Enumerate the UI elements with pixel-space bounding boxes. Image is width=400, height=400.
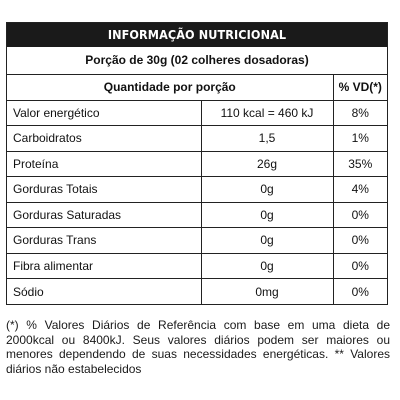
nutrient-name: Valor energético	[7, 100, 201, 126]
table-row	[7, 100, 387, 126]
nutrient-vd: 1%	[333, 126, 387, 152]
nutrient-name: Gorduras Saturadas	[7, 202, 201, 228]
table-row	[7, 202, 387, 228]
footnote: (*) % Valores Diários de Referência com base em uma dieta de 2000kcal ou 8400kJ. Seus valores diários podem ser maiores ou menores dependendo de suas necessidades energéticas. ** Valores diários não estabelecidos	[6, 318, 390, 376]
nutrient-amount: 26g	[201, 151, 333, 177]
nutrient-name: Gorduras Trans	[7, 228, 201, 254]
quantity-header: Quantidade por porção	[7, 75, 333, 100]
table-row	[7, 253, 387, 279]
nutrient-amount: 0g	[201, 202, 333, 228]
table-row	[7, 177, 387, 203]
panel-title: INFORMAÇÃO NUTRICIONAL	[7, 23, 387, 47]
nutrient-vd: 0%	[333, 202, 387, 228]
nutrient-amount: 110 kcal = 460 kJ	[201, 100, 333, 126]
nutrient-vd: 0%	[333, 253, 387, 279]
nutrient-name: Carboidratos	[7, 126, 201, 152]
nutrient-name: Gorduras Totais	[7, 177, 201, 203]
nutrient-vd: 0%	[333, 228, 387, 254]
table-row	[7, 279, 387, 305]
nutrient-amount: 1,5	[201, 126, 333, 152]
vd-header: % VD(*)	[333, 75, 387, 100]
nutrient-name: Proteína	[7, 151, 201, 177]
table-row	[7, 228, 387, 254]
nutrient-name: Fibra alimentar	[7, 253, 201, 279]
nutrient-vd: 35%	[333, 151, 387, 177]
table-row	[7, 151, 387, 177]
nutrient-name: Sódio	[7, 279, 201, 305]
nutrient-vd: 4%	[333, 177, 387, 203]
nutrition-table	[7, 75, 387, 304]
nutrient-vd: 8%	[333, 100, 387, 126]
nutrient-amount: 0mg	[201, 279, 333, 305]
portion-size: Porção de 30g (02 colheres dosadoras)	[7, 47, 387, 75]
nutrient-amount: 0g	[201, 228, 333, 254]
table-header-row	[7, 75, 387, 100]
nutrient-vd: 0%	[351, 284, 369, 299]
table-row	[7, 126, 387, 152]
nutrient-amount: 0g	[201, 177, 333, 203]
nutrient-amount: 0g	[201, 253, 333, 279]
nutrition-facts-panel	[6, 22, 388, 305]
